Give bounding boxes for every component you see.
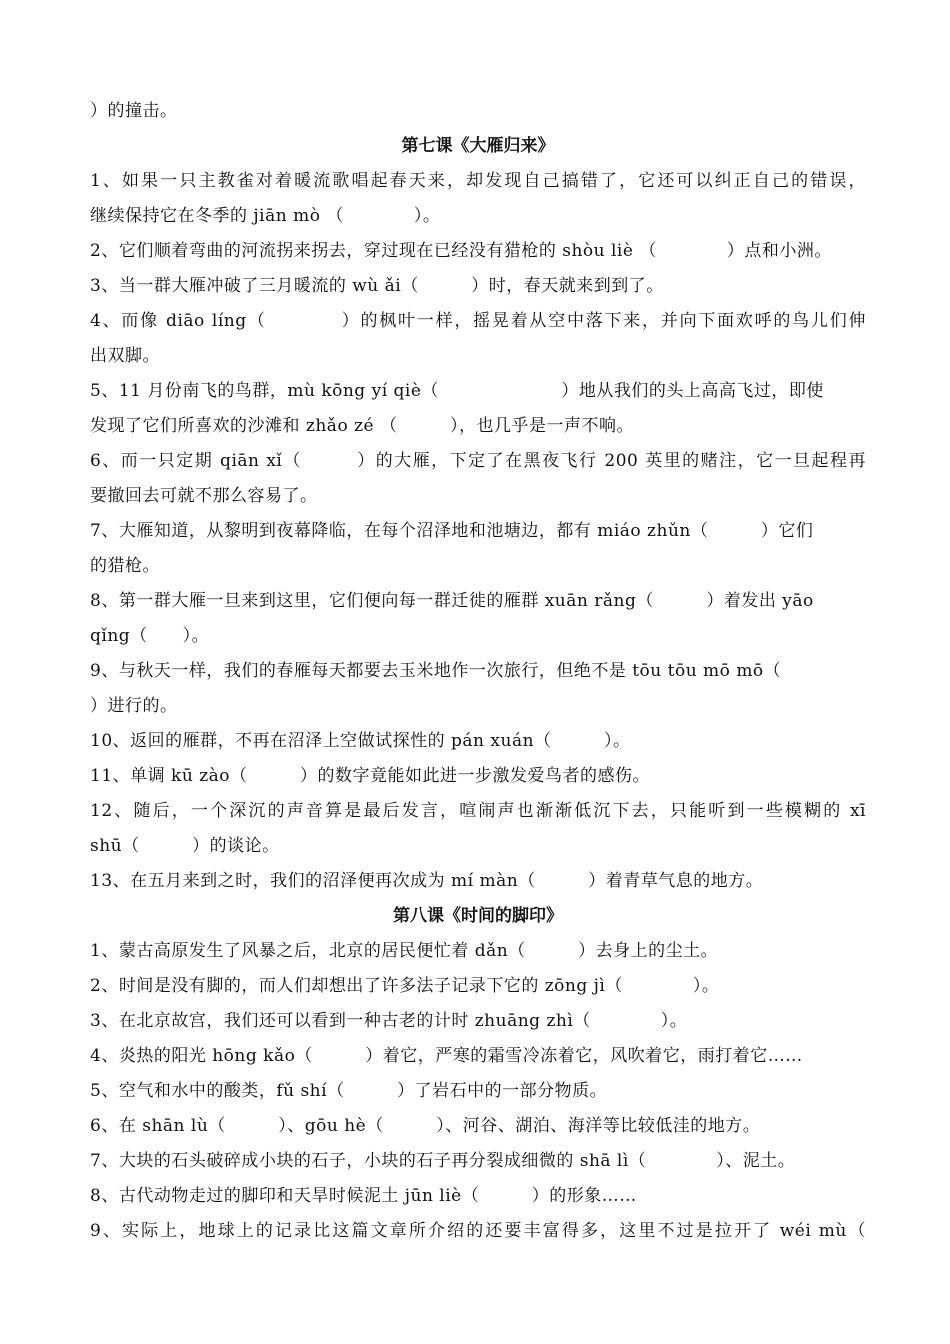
question-line: 出双脚。 (90, 346, 160, 366)
question-line: 2、它们顺着弯曲的河流拐来拐去，穿过现在已经没有猎枪的 shòu liè （ ）点和小洲。 (90, 241, 832, 261)
question-line: 4、而像 diāo líng（ ）的枫叶一样，摇晃着从空中落下来，并向下面欢呼的鸟儿们伸 (90, 311, 866, 331)
question-line: 1、如果一只主教雀对着暖流歌唱起春天来，却发现自己搞错了，它还可以纠正自己的错误， (90, 171, 866, 191)
text-line: ）的撞击。 (90, 101, 178, 121)
question-line: 1、蒙古高原发生了风暴之后，北京的居民便忙着 dǎn（ ）去身上的尘土。 (90, 941, 719, 961)
question-line: 继续保持它在冬季的 jiān mò （ ）。 (90, 206, 441, 226)
question-line: 5、11 月份南飞的鸟群，mù kōng yí qiè（ ）地从我们的头上高高飞过，即使 (90, 381, 824, 401)
question-line: 的猎枪。 (90, 556, 160, 576)
question-line: 9、实际上，地球上的记录比这篇文章所介绍的还要丰富得多，这里不过是拉开了 wéi mù（ (90, 1221, 866, 1241)
question-line: 6、而一只定期 qiān xǐ（ ）的大雁，下定了在黑夜飞行 200 英里的赌注，它一旦起程再 (90, 451, 866, 471)
question-line: 4、炎热的阳光 hōng kǎo（ ）着它，严寒的霜雪冷冻着它，风吹着它，雨打着它…… (90, 1046, 803, 1066)
question-line: 2、时间是没有脚的，而人们却想出了许多法子记录下它的 zōng jì（ ）。 (90, 976, 720, 996)
lesson-7-title: 第七课《大雁归来》 (401, 136, 555, 156)
question-line: shū（ ）的谈论。 (90, 836, 280, 856)
question-line: 7、大雁知道，从黎明到夜幕降临，在每个沼泽地和池塘边，都有 miáo zhǔn（ ）它们 (90, 521, 814, 541)
question-line: 5、空气和水中的酸类，fǔ shí（ ）了岩石中的一部分物质。 (90, 1081, 608, 1101)
question-line: ）进行的。 (90, 696, 178, 716)
question-line: 3、当一群大雁冲破了三月暖流的 wù ǎi（ ）时，春天就来到到了。 (90, 276, 664, 296)
question-line: 10、返回的雁群，不再在沼泽上空做试探性的 pán xuán（ ）。 (90, 731, 631, 751)
question-line: 11、单调 kū zào（ ）的数字竟能如此进一步激发爱鸟者的感伤。 (90, 766, 651, 786)
question-line: 7、大块的石头破碎成小块的石子，小块的石子再分裂成细微的 shā lì（ ）、泥土。 (90, 1151, 796, 1171)
question-line: 6、在 shān lù（ ）、gōu hè（ ）、河谷、湖泊、海洋等比较低洼的地方。 (90, 1116, 761, 1136)
question-line: 12、随后，一个深沉的声音算是最后发言，喧闹声也渐渐低沉下去，只能听到一些模糊的 xī (90, 801, 866, 821)
question-line: 3、在北京故宫，我们还可以看到一种古老的计时 zhuāng zhì（ ）。 (90, 1011, 688, 1031)
lesson-8-title: 第八课《时间的脚印》 (393, 906, 563, 926)
question-line: 要撤回去可就不那么容易了。 (90, 486, 318, 506)
question-line: 发现了它们所喜欢的沙滩和 zhǎo zé （ ），也几乎是一声不响。 (90, 416, 635, 436)
question-line: 9、与秋天一样，我们的春雁每天都要去玉米地作一次旅行，但绝不是 tōu tōu mō mō（ (90, 661, 782, 681)
question-line: 8、第一群大雁一旦来到这里，它们便向每一群迁徙的雁群 xuān rǎng（ ）着发出 yāo (90, 591, 814, 611)
question-line: qǐng（ ）。 (90, 626, 210, 646)
question-line: 13、在五月来到之时，我们的沼泽便再次成为 mí màn（ ）着青草气息的地方。 (90, 871, 764, 891)
question-line: 8、古代动物走过的脚印和天旱时候泥土 jūn liè（ ）的形象…… (90, 1186, 637, 1206)
